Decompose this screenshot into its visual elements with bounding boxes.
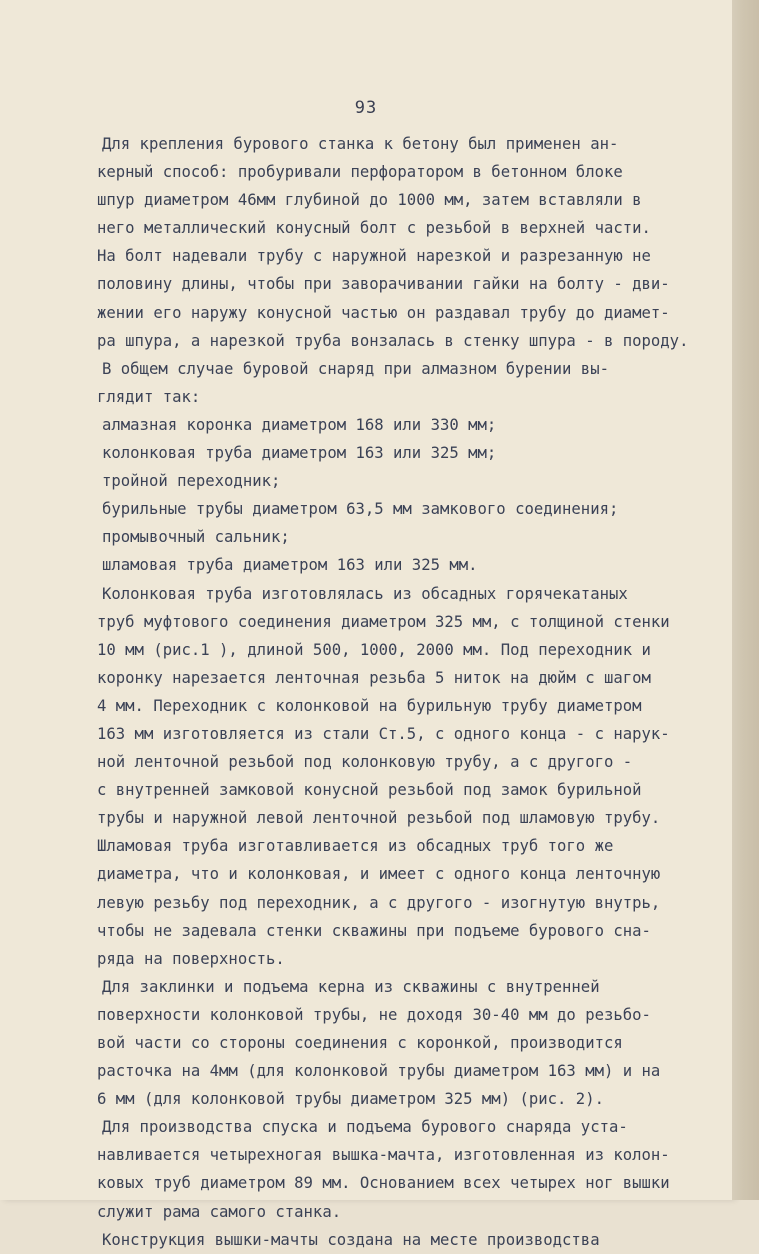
text-line: 4 мм. Переходник с колонковой на бурильную трубу диаметром [97,696,642,715]
text-line: жении его наружу конусной частью он раздавал трубу до диамет- [97,303,670,322]
text-line: него металлический конусный болт с резьбой в верхней части. [97,219,651,238]
text-line: коронку нарезается ленточная резьба 5 ниток на дюйм с шагом [97,668,651,687]
text-line: Конструкция вышки-мачты создана на месте производства [102,1230,600,1249]
text-line: вой части со стороны соединения с коронкой, производится [97,1034,623,1052]
list-item: промывочный сальник; [102,528,290,547]
list-item: бурильные трубы диаметром 63,5 мм замкового соединения; [102,500,619,519]
text-line: трубы и наружной левой ленточной резьбой под шламовую трубу. [97,809,661,828]
text-line: поверхности колонковой трубы, не доходя 30-40 мм до резьбо- [97,1005,651,1024]
list-item: колонковая труба диаметром 163 или 325 мм; [102,444,497,463]
text-line: 163 мм изготовляется из стали Ст.5, с одного конца - с нарук- [97,724,670,743]
text-line: ряда на поверхность. [97,949,285,968]
text-line: 6 мм (для колонковой трубы диаметром 325 мм) (рис. 2). [97,1090,604,1109]
text-line: ковых труб диаметром 89 мм. Основанием всех четырех ног вышки [97,1174,670,1193]
text-line: служит рама самого станка. [97,1202,342,1221]
text-line: глядит так: [97,387,201,406]
list-item: шламовая труба диаметром 163 или 325 мм. [102,556,478,575]
text-line: 10 мм (рис.1 ), длиной 500, 1000, 2000 мм. Под переходник и [97,640,651,659]
text-line: диаметра, что и колонковая, и имеет с одного конца ленточную [97,865,661,884]
text-line: навливается четырехногая вышка-мачта, изготовленная из колон- [97,1146,670,1165]
text-line: труб муфтового соединения диаметром 325 мм, с толщиной стенки [97,612,670,631]
text-line: Для заклинки и подъема керна из скважины с внутренней [102,977,600,996]
text-line: расточка на 4мм (для колонковой трубы диаметром 163 мм) и на [97,1062,661,1081]
text-line: керный способ: пробуривали перфоратором в бетонном блоке [97,163,623,182]
list-item: тройной переходник; [102,472,281,491]
page-number: 93 [354,98,378,118]
text-line: шпур диаметром 46мм глубиной до 1000 мм, затем вставляли в [97,191,642,210]
text-line: ра шпура, а нарезкой труба вонзалась в стенку шпура - в породу. [97,331,689,350]
text-line: чтобы не задевала стенки скважины при подъеме бурового сна- [97,921,651,940]
list-item: алмазная коронка диаметром 168 или 330 мм; [102,415,497,434]
text-line: Колонковая труба изготовлялась из обсадных горячекатаных [102,584,628,603]
text-line: Шламовая труба изготавливается из обсадных труб того же [97,837,614,856]
page-edge [732,0,759,1200]
body-text [97,130,700,1254]
text-line: В общем случае буровой снаряд при алмазном бурении вы- [102,359,609,378]
text-line: левую резьбу под переходник, а с другого - изогнутую внутрь, [97,893,661,912]
text-line: На болт надевали трубу с наружной нарезкой и разрезанную не [97,247,651,266]
text-line: с внутренней замковой конусной резьбой под замок бурильной [97,781,642,800]
text-line: ной ленточной резьбой под колонковую трубу, а с другого - [97,753,633,772]
text-line: Для производства спуска и подъема бурового снаряда уста- [102,1118,628,1137]
text-line: половину длины, чтобы при заворачивании гайки на болту - дви- [97,275,670,294]
text-line: Для крепления бурового станка к бетону был применен ан- [102,135,619,153]
